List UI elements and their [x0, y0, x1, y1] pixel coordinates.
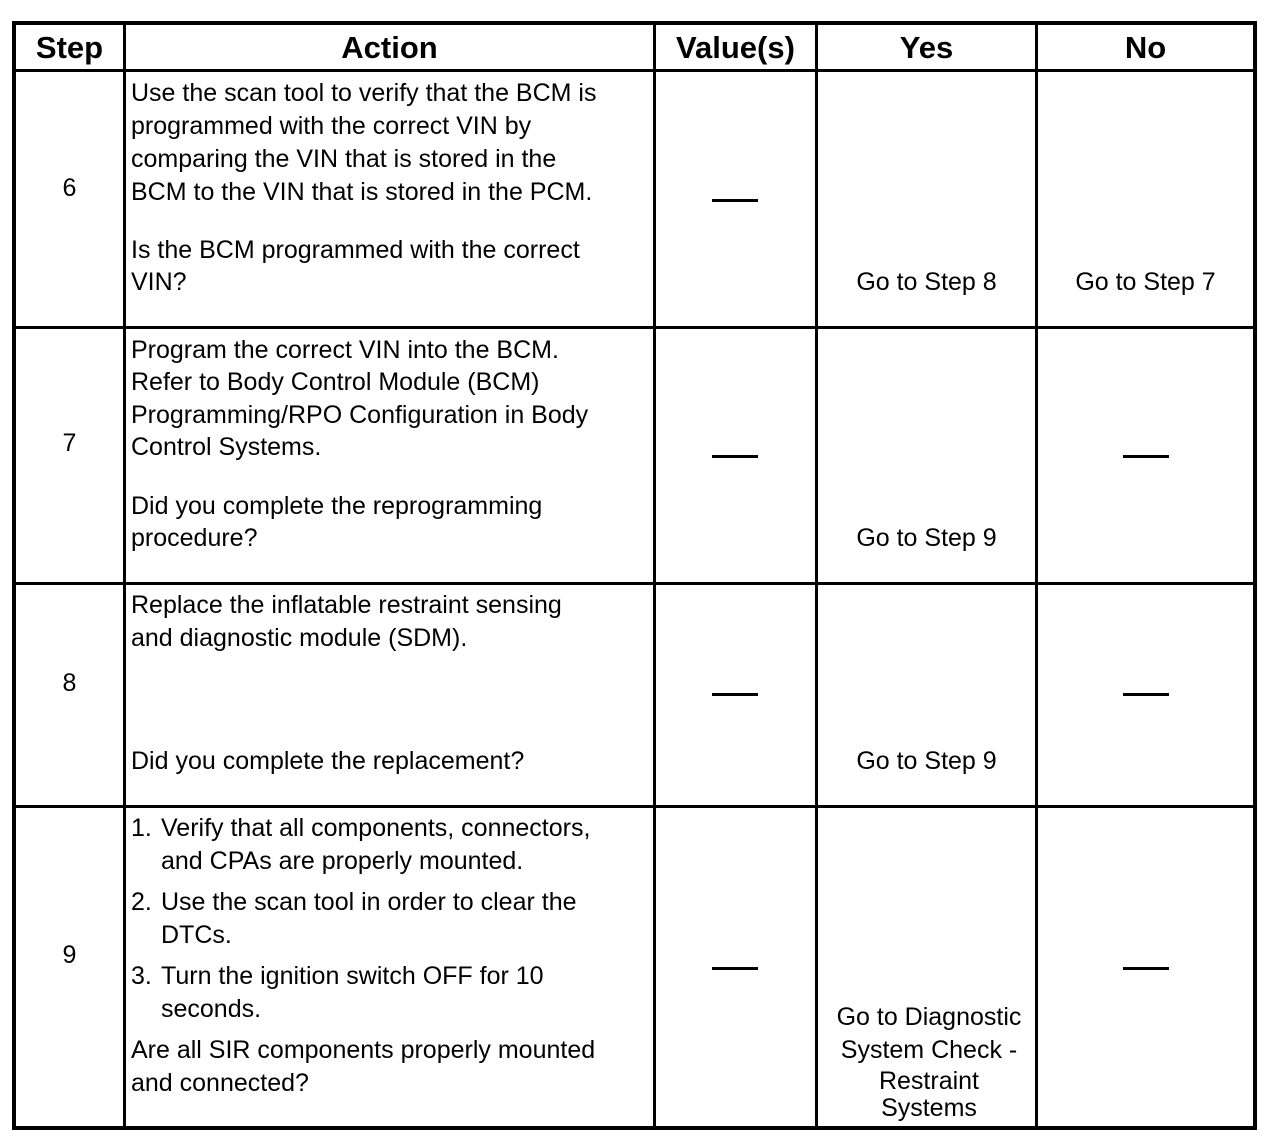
row-divider [12, 582, 1257, 585]
action-question: Is the BCM programmed with the correct [131, 236, 580, 264]
list-item-text: Use the scan tool in order to clear the [161, 888, 577, 916]
step-number: 9 [62, 941, 77, 969]
yes-result: Go to Step 9 [856, 524, 997, 552]
action-text: and diagnostic module (SDM). [131, 624, 468, 652]
no-dash [1123, 455, 1169, 458]
step-number: 6 [62, 174, 77, 202]
list-item-text: Verify that all components, connectors, [161, 814, 591, 842]
step-number: 7 [62, 429, 77, 457]
value-dash [712, 455, 758, 458]
action-text: Programming/RPO Configuration in Body [131, 401, 589, 429]
header-action: Action [341, 30, 438, 65]
no-result: Go to Step 7 [1075, 268, 1216, 296]
list-item [131, 812, 590, 878]
header-values: Value(s) [676, 30, 795, 65]
action-question: and connected? [131, 1069, 309, 1097]
yes-result: System Check - [840, 1036, 1018, 1064]
column-divider [815, 21, 818, 1130]
column-divider [123, 21, 126, 1130]
action-text: Refer to Body Control Module (BCM) [131, 368, 540, 396]
value-dash [712, 199, 758, 202]
list-item-number: 3. [131, 962, 152, 990]
list-item-text: Turn the ignition switch OFF for 10 [161, 962, 544, 990]
step-number: 8 [62, 669, 77, 697]
list-item-text: and CPAs are properly mounted. [161, 847, 524, 875]
action-question: Did you complete the reprogramming [131, 492, 543, 520]
action-text: BCM to the VIN that is stored in the PCM. [131, 178, 593, 206]
yes-result: Go to Step 8 [856, 268, 997, 296]
action-question: procedure? [131, 524, 258, 552]
header-step: Step [35, 30, 104, 65]
yes-result: Restraint [878, 1067, 980, 1095]
no-dash [1123, 693, 1169, 696]
column-divider [653, 21, 656, 1130]
action-text: Program the correct VIN into the BCM. [131, 336, 559, 364]
yes-result: Systems [881, 1094, 977, 1122]
action-question: Are all SIR components properly mounted [131, 1036, 596, 1064]
row-divider [12, 326, 1257, 329]
action-text: Use the scan tool to verify that the BCM is [131, 79, 597, 107]
list-item [131, 960, 544, 1026]
column-divider [1035, 21, 1038, 1130]
yes-result: Go to Diagnostic [836, 1003, 1022, 1031]
action-text: Replace the inflatable restraint sensing [131, 591, 562, 619]
list-item-number: 2. [131, 888, 152, 916]
header-no: No [1124, 30, 1167, 65]
action-question: VIN? [131, 268, 187, 296]
value-dash [712, 967, 758, 970]
yes-result: Go to Step 9 [856, 747, 997, 775]
list-item-text: DTCs. [161, 921, 232, 949]
no-dash [1123, 967, 1169, 970]
value-dash [712, 693, 758, 696]
action-text: Control Systems. [131, 433, 322, 461]
action-text: programmed with the correct VIN by [131, 112, 532, 140]
list-item [131, 886, 577, 952]
header-yes: Yes [899, 30, 954, 65]
action-question: Did you complete the replacement? [131, 747, 525, 775]
list-item-number: 1. [131, 814, 152, 842]
row-divider [12, 805, 1257, 808]
list-item-text: seconds. [161, 995, 262, 1023]
action-text: comparing the VIN that is stored in the [131, 145, 557, 173]
